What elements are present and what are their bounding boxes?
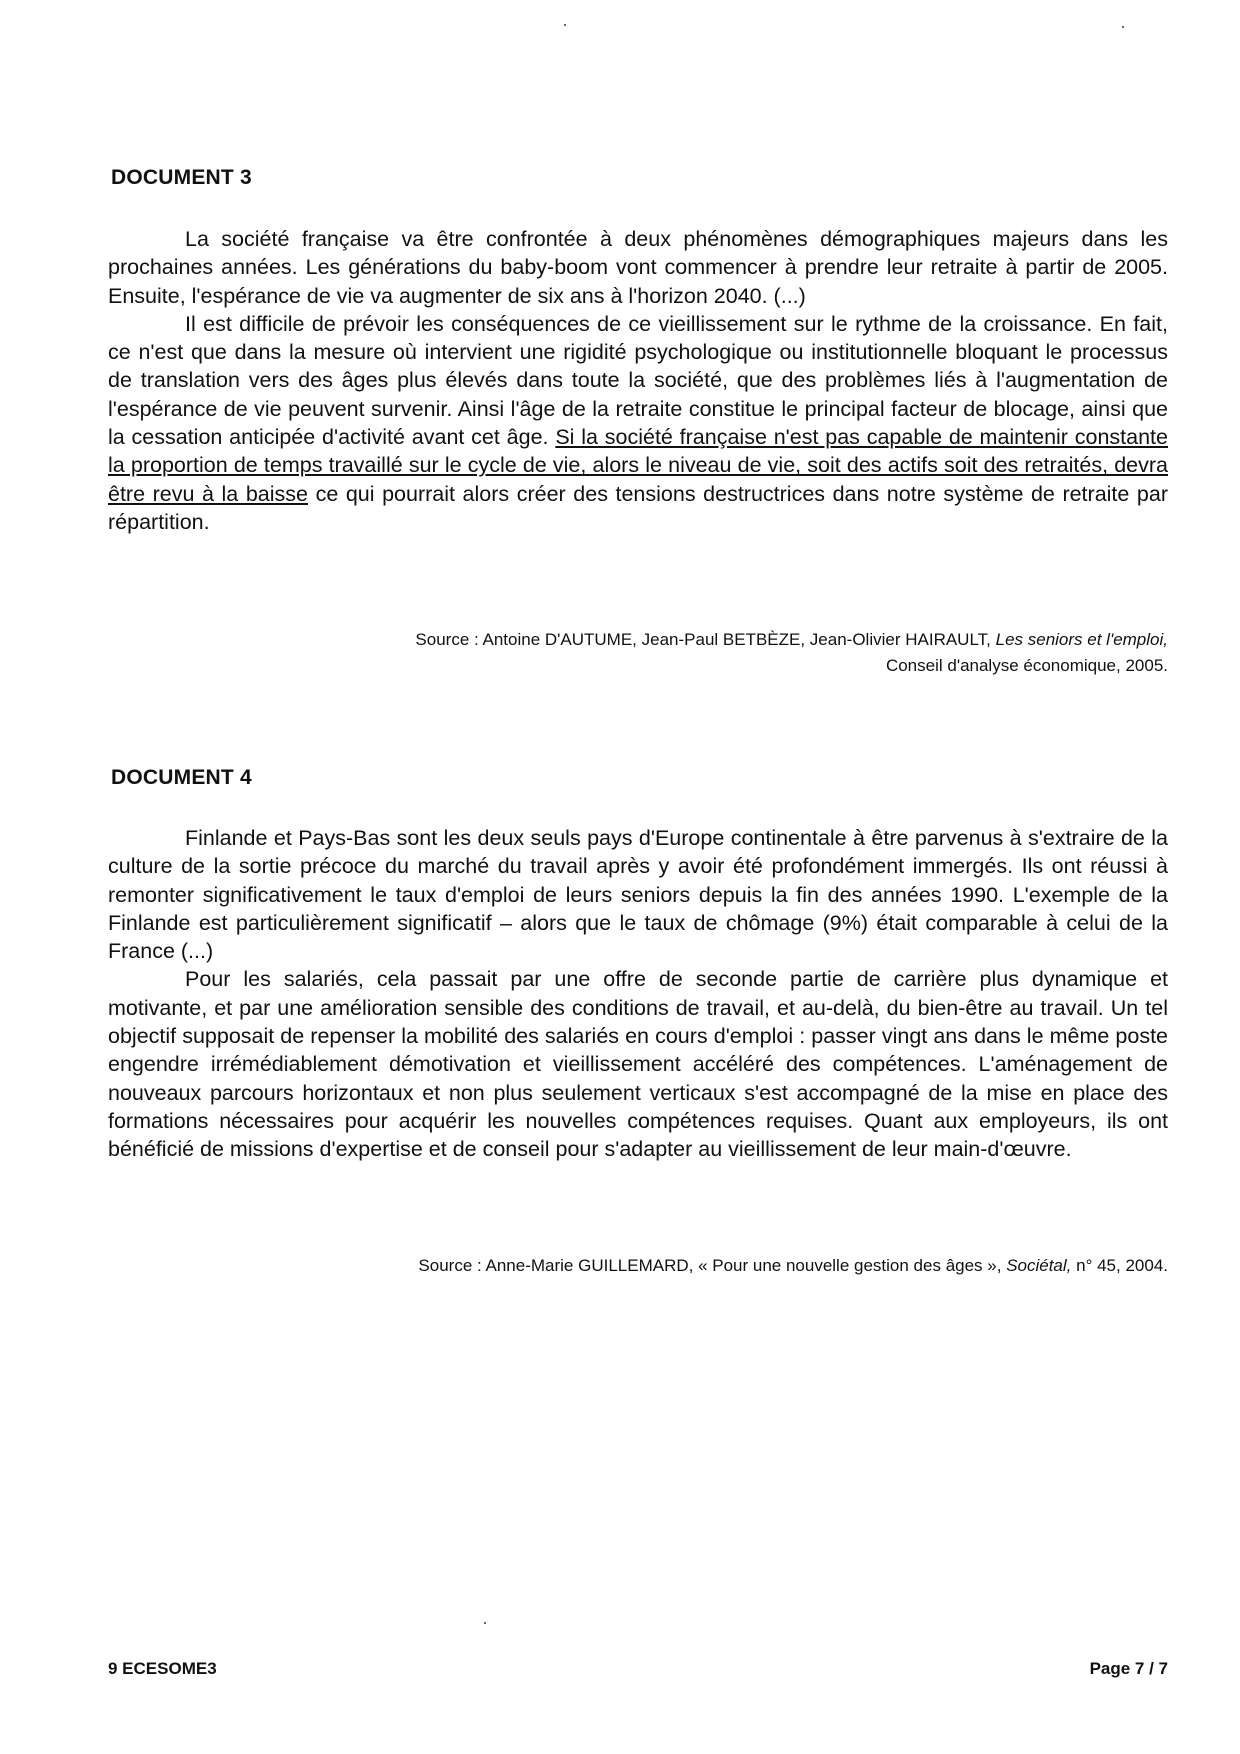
document-3-heading: DOCUMENT 3 (111, 166, 252, 189)
document-4-body (108, 824, 1168, 1164)
document-3-source-line-1 (415, 627, 1168, 653)
document-4-source-author: Source : Anne-Marie GUILLEMARD, « Pour une nouvelle gestion des âges », (418, 1256, 1002, 1275)
document-3-underlined-passage: Si la société française n'est pas capable de maintenir constante la proportion de temps travaillé sur le cycle de vie, alors le niveau de vie, soit des actifs soit des retraités, devra être revu à la baisse (108, 425, 1168, 506)
footer-page-number: Page 7 / 7 (1089, 1659, 1168, 1678)
document-4-paragraph-2: Pour les salariés, cela passait par une offre de seconde partie de carrière plus dynamique et motivante, et par une amélioration sensible des conditions de travail, et au-delà, du bien-être au travail. Un tel objectif supposait de repenser la mobilité des salariés en cours d'emploi : passer vingt ans dans le même poste engendre irrémédiablement démotivation et vieillissement accéléré des compétences. L'aménagement de nouveaux parcours horizontaux et non plus seulement verticaux s'est accompagné de la mise en place des formations nécessaires pour acquérir les nouvelles compétences requises. Quant aux employeurs, ils ont bénéficié de missions d'expertise et de conseil pour s'adapter au vieillissement de leur main-d'œuvre. (108, 967, 1168, 1162)
document-3-paragraph-2-text: Il est difficile de prévoir les conséquences de ce vieillissement sur le rythme de la croissance. En fait, ce n'est que dans la mesure où intervient une rigidité psychologique ou institutionnelle bloquant le processus de translation vers des âges plus élevés dans toute la société, que des problèmes liés à l'augmentation de l'espérance de vie peuvent survenir. Ainsi l'âge de la retraite constitue le principal facteur de blocage, ainsi que la cessation anticipée d'activité avant cet âge. (108, 311, 1168, 450)
document-3-body (108, 225, 1168, 536)
document-4-paragraph-1: Finlande et Pays-Bas sont les deux seuls pays d'Europe continentale à être parvenus à s'extraire de la culture de la sortie précoce du marché du travail après y avoir été profondément immergés. Ils ont réussi à remonter significativement le taux d'emploi de leurs seniors depuis la fin des années 1990. L'exemple de la Finlande est particulièrement significatif – alors que le taux de chômage (9%) était comparable à celui de la France (...) (108, 826, 1168, 964)
document-3-source-title: Les seniors et l'emploi, (995, 630, 1168, 649)
scan-speck (484, 1622, 486, 1624)
document-3-source-authors: Source : Antoine D'AUTUME, Jean-Paul BETBÈZE, Jean-Olivier HAIRAULT, (415, 630, 991, 649)
scan-speck (564, 24, 566, 26)
document-3-source (415, 627, 1168, 679)
document-4-source (418, 1253, 1168, 1279)
document-4-heading: DOCUMENT 4 (111, 766, 252, 789)
footer-exam-code: 9 ECESOME3 (108, 1659, 217, 1678)
document-3-paragraph-1: La société française va être confrontée à deux phénomènes démographiques majeurs dans les prochaines années. Les générations du baby-boom vont commencer à prendre leur retraite à partir de 2005. Ensuite, l'espérance de vie va augmenter de six ans à l'horizon 2040. (...) (108, 227, 1168, 308)
scan-speck (1122, 26, 1124, 28)
document-4-source-issue: n° 45, 2004. (1076, 1256, 1168, 1275)
document-4-source-journal: Sociétal, (1006, 1256, 1072, 1275)
document-3-paragraph-2 (108, 310, 1168, 536)
document-3-source-publisher: Conseil d'analyse économique, 2005. (885, 656, 1168, 675)
document-3-paragraph-2-end: ce qui pourrait alors créer des tensions destructrices dans notre système de retraite par répartition. (108, 481, 1168, 534)
